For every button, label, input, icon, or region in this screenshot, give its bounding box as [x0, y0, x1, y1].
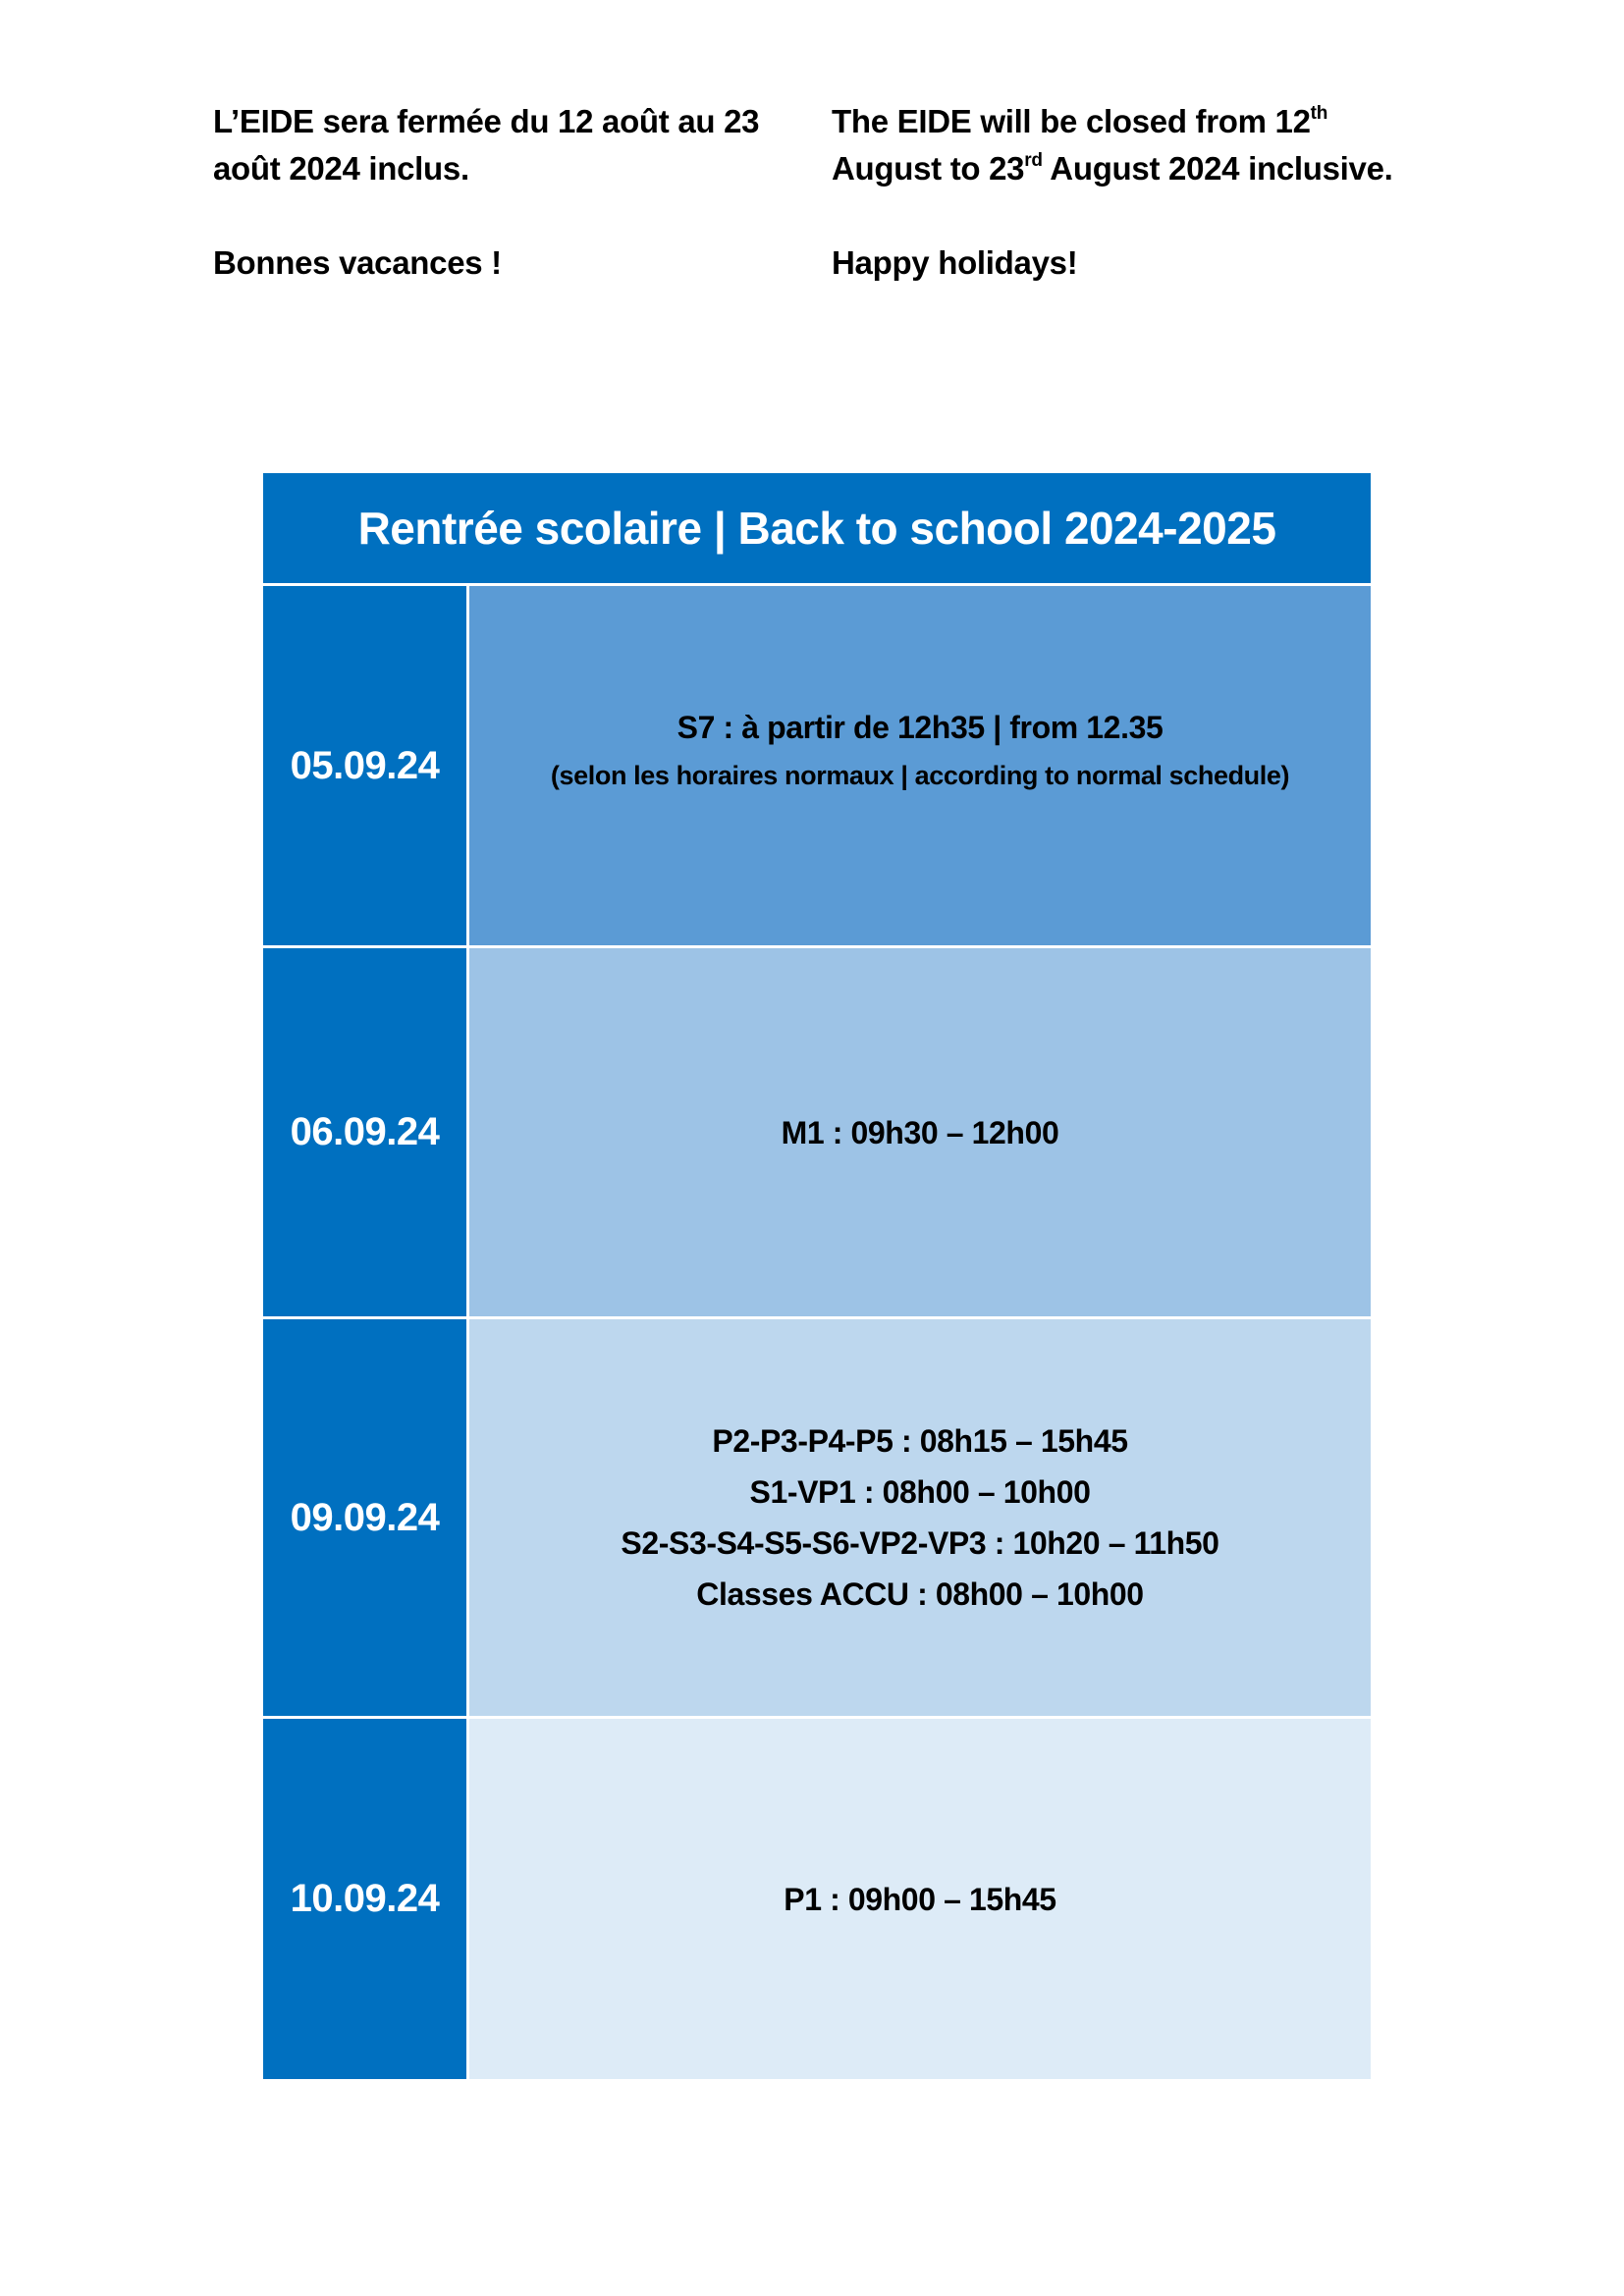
date-cell: 06.09.24	[263, 948, 466, 1316]
closure-text-en-line2	[832, 145, 1460, 192]
date-cell: 09.09.24	[263, 1319, 466, 1716]
closure-text-fr-line1: L’EIDE sera fermée du 12 août au 23	[213, 103, 760, 139]
schedule-details-cell	[469, 948, 1371, 1316]
schedule-title: Rentrée scolaire | Back to school 2024-2025	[263, 473, 1371, 583]
schedule-details-cell	[469, 1719, 1371, 2079]
ordinal-suffix-th: th	[1310, 103, 1328, 124]
schedule-row	[263, 1716, 1371, 2079]
schedule-line: M1 : 09h30 – 12h00	[781, 1114, 1059, 1150]
schedule-line: S1-VP1 : 08h00 – 10h00	[749, 1474, 1091, 1510]
schedule-line: S2-S3-S4-S5-S6-VP2-VP3 : 10h20 – 11h50	[621, 1525, 1219, 1561]
greeting-en: Happy holidays!	[832, 244, 1078, 281]
closure-text-en-line2-post: August 2024 inclusive.	[1042, 150, 1393, 187]
schedule-line: P1 : 09h00 – 15h45	[784, 1881, 1056, 1917]
date-cell: 05.09.24	[263, 586, 466, 945]
closure-text-en-line1	[832, 98, 1460, 145]
closure-text-en-line1-main: The EIDE will be closed from 12	[832, 103, 1311, 139]
ordinal-suffix-rd: rd	[1024, 150, 1043, 171]
schedule-details-cell	[469, 586, 1371, 945]
spacer	[832, 192, 1460, 240]
closure-notice-english	[832, 98, 1460, 287]
schedule-row	[263, 583, 1371, 945]
schedule-line: Classes ACCU : 08h00 – 10h00	[696, 1576, 1144, 1612]
spacer	[213, 192, 822, 240]
schedule-row	[263, 945, 1371, 1316]
schedule-details-cell	[469, 1319, 1371, 1716]
schedule-row	[263, 1316, 1371, 1716]
date-cell: 10.09.24	[263, 1719, 466, 2079]
schedule-note: (selon les horaires normaux | according to normal schedule)	[550, 761, 1290, 790]
closure-text-en-line2-pre: August to 23	[832, 150, 1025, 187]
back-to-school-schedule-table	[263, 473, 1371, 2079]
greeting-fr: Bonnes vacances !	[213, 244, 502, 281]
schedule-line: S7 : à partir de 12h35 | from 12.35	[677, 710, 1164, 745]
schedule-line: P2-P3-P4-P5 : 08h15 – 15h45	[712, 1423, 1128, 1459]
closure-notice-french	[213, 98, 822, 287]
closure-text-fr-line2: août 2024 inclus.	[213, 150, 469, 187]
